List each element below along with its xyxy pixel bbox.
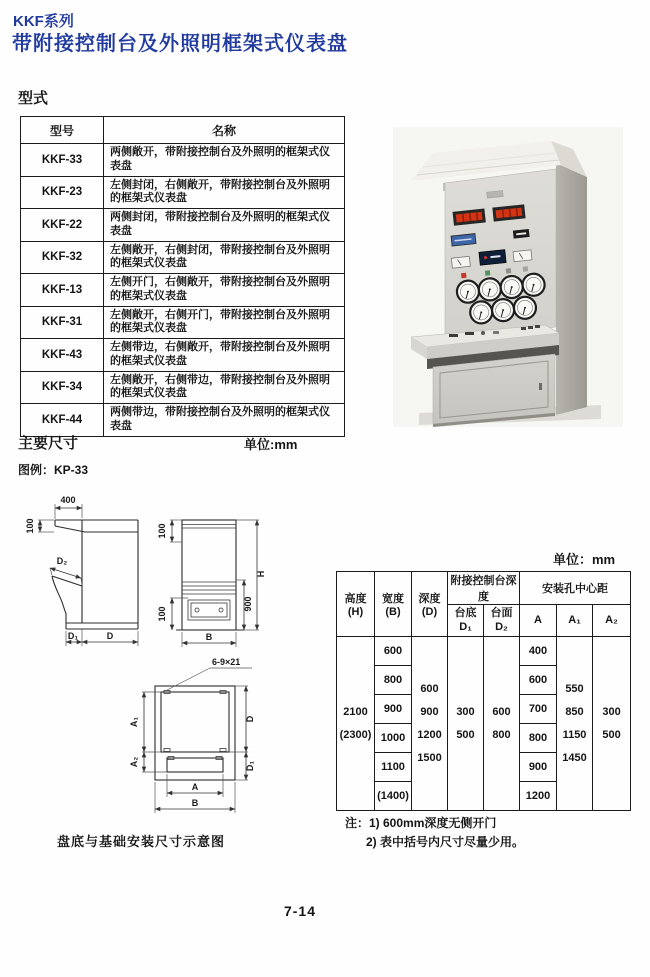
model-cell: KKF-44 [21, 404, 104, 437]
gauge [522, 273, 546, 297]
front-view-outline [176, 520, 244, 630]
dim-400-label: 400 [60, 495, 76, 505]
notes [345, 814, 635, 851]
a-cell: 800 [520, 724, 557, 753]
table-row [21, 209, 345, 242]
console-top-cell: 600 800 [484, 637, 520, 811]
table-row [21, 306, 345, 339]
dimension-spec-table [336, 571, 631, 811]
door-handle [539, 383, 542, 390]
mounting-holes-label: 6-9×21 [212, 657, 241, 667]
dim-b-label: B [205, 632, 213, 642]
dim-100-bottom-label: 100 [157, 606, 167, 622]
gauge [469, 300, 493, 324]
width-header: 宽度 (B) [375, 572, 412, 637]
dim-a1-label: A₁ [129, 716, 139, 728]
console-bottom-header: 台底 D₁ [448, 605, 484, 637]
table-row [21, 176, 345, 209]
model-column-header: 型号 [21, 117, 104, 144]
width-cell: 900 [375, 695, 412, 724]
dim-d2-label: D₂ [56, 556, 68, 566]
type-section-heading: 型式 [18, 90, 49, 107]
side-view-outline [52, 520, 138, 629]
model-cell: KKF-33 [21, 144, 104, 177]
drawing-caption: 盘底与基础安装尺寸示意图 [57, 834, 226, 849]
a1-cell: 550 850 1150 1450 [557, 637, 593, 811]
note-line-2: 2) 表中括号内尺寸尽量少用。 [366, 834, 525, 849]
model-cell: KKF-31 [21, 306, 104, 339]
unit-label-right: 单位：mm [553, 552, 616, 567]
a2-cell: 300 500 [593, 637, 631, 811]
a2-header: A₂ [593, 605, 631, 637]
cabinet-side-panel [556, 163, 587, 415]
table-row [21, 241, 345, 274]
a-cell: 400 [520, 637, 557, 666]
note-line-1: 注：1) 600mm深度无侧开门 [345, 816, 497, 830]
page-title: 带附接控制台及外照明框架式仪表盘 [12, 33, 348, 55]
series-label: KKF系列 [13, 13, 74, 30]
product-photo [393, 127, 623, 427]
name-column-header: 名称 [104, 117, 345, 144]
gauge [478, 277, 502, 301]
dim-b-label: B [191, 798, 199, 808]
table-row [21, 371, 345, 404]
a-cell: 700 [520, 695, 557, 724]
dim-d1-label: D₁ [67, 631, 79, 641]
spec-header-row-1 [337, 572, 631, 605]
name-cell: 两侧封闭，带附接控制台及外照明的框架式仪表盘 [104, 209, 345, 242]
gauge [491, 298, 515, 322]
model-cell: KKF-23 [21, 176, 104, 209]
spec-row [337, 637, 631, 666]
gauge [513, 296, 537, 320]
width-cell: 600 [375, 637, 412, 666]
name-cell: 左侧敞开，右侧封闭，带附接控制台及外照明的框架式仪表盘 [104, 241, 345, 274]
model-cell: KKF-32 [21, 241, 104, 274]
depth-header: 深度 (D) [412, 572, 448, 637]
model-table [20, 116, 345, 437]
dim-a2-label: A₂ [129, 756, 139, 768]
table-row [21, 144, 345, 177]
plan-view-outline [155, 686, 235, 780]
height-cell: 2100 (2300) [337, 637, 375, 811]
name-cell: 左侧开门，右侧敞开，带附接控制台及外照明的框架式仪表盘 [104, 274, 345, 307]
center-recorder-display [479, 250, 506, 266]
console-top-header: 台面 D₂ [484, 605, 520, 637]
model-cell: KKF-43 [21, 339, 104, 372]
a1-header: A₁ [557, 605, 593, 637]
model-cell: KKF-22 [21, 209, 104, 242]
model-cell: KKF-13 [21, 274, 104, 307]
page-number: 7-14 [283, 903, 317, 919]
depth-cell: 600 900 1200 1500 [412, 637, 448, 811]
console-depth-group-header: 附接控制台深度 [448, 572, 520, 605]
height-header: 高度 (H) [337, 572, 375, 637]
dim-100-top-label: 100 [157, 523, 167, 539]
legend-label: 图例：KP-33 [18, 463, 89, 477]
table-row [21, 274, 345, 307]
dim-100-label: 100 [25, 518, 35, 534]
console-bottom-cell: 300 500 [448, 637, 484, 811]
dim-d-label: D [106, 631, 114, 641]
plan-view-drawing [100, 650, 295, 832]
width-cell: 1000 [375, 724, 412, 753]
a-cell: 900 [520, 753, 557, 782]
table-row [21, 339, 345, 372]
name-cell: 两侧敞开，带附接控制台及外照明的框架式仪表盘 [104, 144, 345, 177]
a-header: A [520, 605, 557, 637]
dim-a-label: A [191, 782, 199, 792]
width-cell: 1100 [375, 753, 412, 782]
name-cell: 左侧封闭，右侧敞开，带附接控制台及外照明的框架式仪表盘 [104, 176, 345, 209]
edgewise-meter-right [513, 250, 532, 262]
hole-distance-group-header: 安装孔中心距 [520, 572, 631, 605]
edgewise-meter-left [451, 256, 470, 268]
name-cell: 左侧敞开，右侧带边，带附接控制台及外照明的框架式仪表盘 [104, 371, 345, 404]
dimensions-section-heading: 主要尺寸 [18, 435, 79, 452]
name-cell: 左侧敞开，右侧开门，带附接控制台及外照明的框架式仪表盘 [104, 306, 345, 339]
dim-d1-label: D₁ [245, 760, 255, 772]
blue-indicator-display [451, 234, 476, 246]
width-cell: (1400) [375, 782, 412, 811]
front-view-drawing [140, 490, 268, 668]
name-cell: 左侧带边，右侧敞开，带附接控制台及外照明的框架式仪表盘 [104, 339, 345, 372]
front-view-dimensions [157, 520, 266, 647]
dim-d-label: D [245, 715, 255, 723]
a-cell: 600 [520, 666, 557, 695]
a-cell: 1200 [520, 782, 557, 811]
small-dark-display [513, 229, 530, 239]
width-cell: 800 [375, 666, 412, 695]
dim-h-label: H [256, 570, 266, 578]
side-view-drawing [10, 490, 145, 668]
dim-900-label: 900 [243, 596, 253, 612]
model-table-header-row [21, 117, 345, 144]
unit-label-top: 单位:mm [244, 437, 298, 452]
gauge [500, 275, 524, 299]
base-cabinet [433, 354, 555, 427]
model-cell: KKF-34 [21, 371, 104, 404]
plan-view-dimensions [129, 657, 255, 813]
name-cell: 两侧带边，带附接控制台及外照明的框架式仪表盘 [104, 404, 345, 437]
gauge [456, 280, 480, 304]
